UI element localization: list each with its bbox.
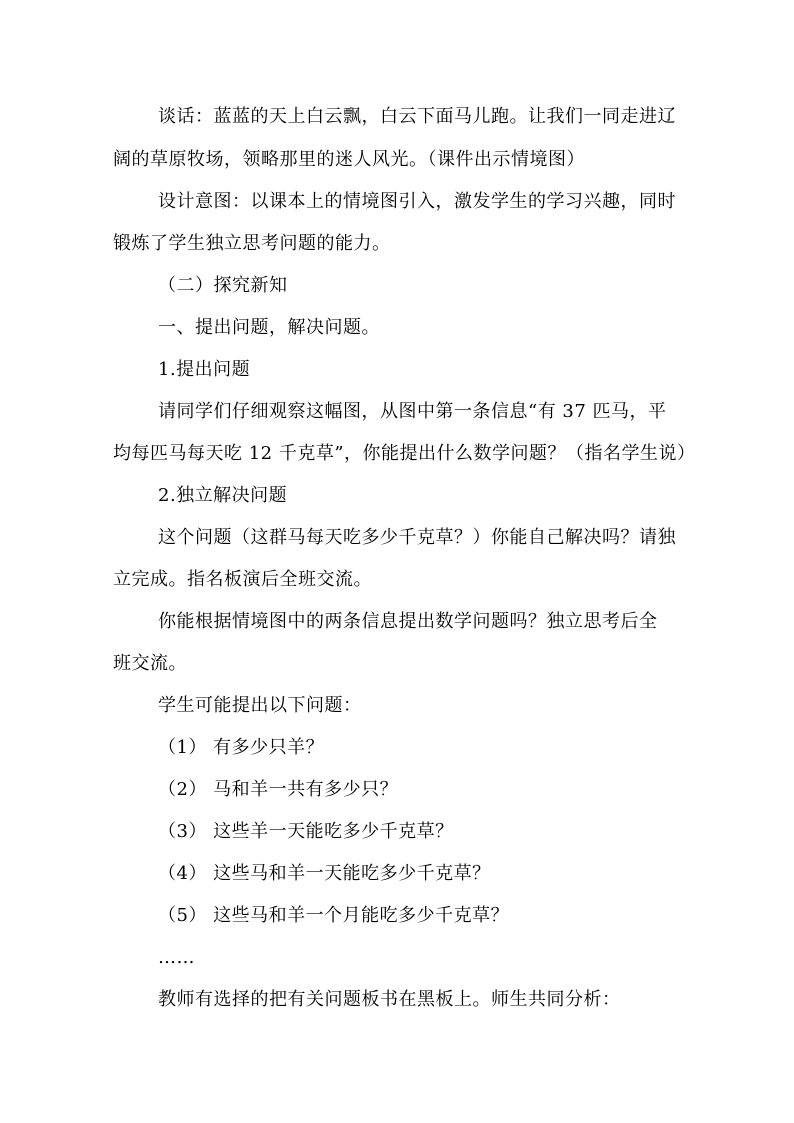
text-line: 这个问题（这群马每天吃多少千克草？）你能自己解决吗？请独 <box>158 527 676 548</box>
text-line: 立完成。指名板演后全班交流。 <box>113 569 372 590</box>
text-line: 锻炼了学生独立思考问题的能力。 <box>113 233 391 254</box>
list-item: （3） 这些羊一天能吃多少千克草？ <box>158 821 454 842</box>
list-item: （5） 这些马和羊一个月能吃多少千克草？ <box>158 905 510 926</box>
list-item: （4） 这些马和羊一天能吃多少千克草？ <box>158 863 491 884</box>
text-line: 你能根据情境图中的两条信息提出数学问题吗？独立思考后全 <box>158 611 658 632</box>
text-line: 学生可能提出以下问题： <box>158 695 362 716</box>
list-item: （2） 马和羊一共有多少只？ <box>158 779 399 800</box>
text-line: 设计意图：以课本上的情境图引入，激发学生的学习兴趣，同时 <box>158 191 676 212</box>
numbered-heading: 1.提出问题 <box>158 359 251 380</box>
list-item: （1） 有多少只羊？ <box>158 737 325 758</box>
text-line: 均每匹马每天吃 12 千克草”，你能提出什么数学问题？（指名学生说） <box>113 443 696 464</box>
subsection-heading: 一、提出问题，解决问题。 <box>158 317 380 338</box>
text-line: 请同学们仔细观察这幅图，从图中第一条信息“有 37 匹马，平 <box>158 401 667 422</box>
numbered-heading: 2.独立解决问题 <box>158 485 288 506</box>
text-line: 班交流。 <box>113 653 187 674</box>
ellipsis: …… <box>158 947 195 968</box>
section-heading: （二）探究新知 <box>158 275 288 296</box>
text-line: 阔的草原牧场，领略那里的迷人风光。（课件出示情境图） <box>113 149 585 170</box>
text-line: 教师有选择的把有关问题板书在黑板上。师生共同分析： <box>158 989 621 1010</box>
text-line: 谈话：蓝蓝的天上白云飘，白云下面马儿跑。让我们一同走进辽 <box>158 106 676 127</box>
